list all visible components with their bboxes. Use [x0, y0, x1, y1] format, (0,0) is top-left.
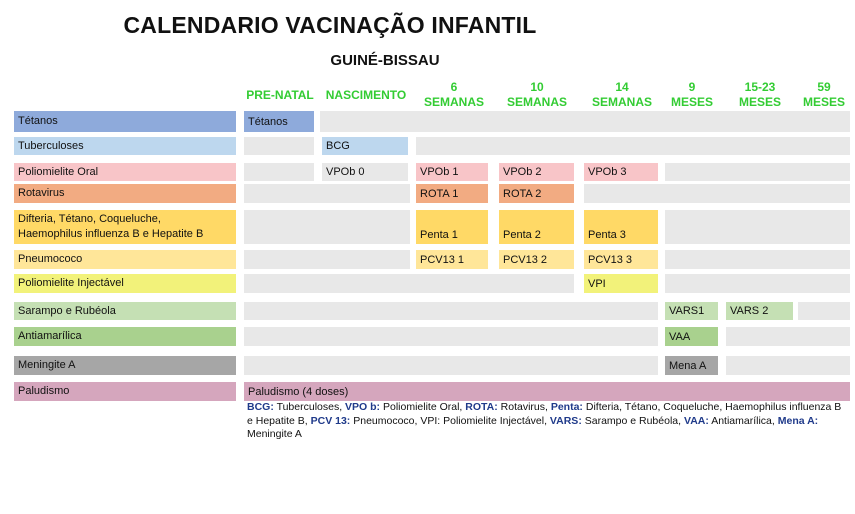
legend-value: Antiamarílica, — [708, 414, 778, 427]
empty-cell — [244, 163, 314, 181]
empty-cell — [798, 302, 850, 320]
empty-cell — [244, 137, 314, 155]
empty-cell — [726, 356, 850, 375]
empty-cell — [244, 184, 410, 203]
legend-key: BCG: — [247, 401, 274, 413]
legend-key: PCV 13: — [310, 414, 351, 427]
empty-cell — [584, 184, 850, 203]
empty-cell — [244, 356, 658, 375]
dose-vpob-3: VPOb 3 — [584, 163, 658, 181]
col-header-6-semanas-unit: SEMANAS — [423, 95, 484, 109]
dose-vaa: VAA — [665, 327, 718, 346]
dose-vpob-0: VPOb 0 — [322, 163, 408, 181]
empty-cell — [665, 274, 850, 293]
dose-vars-1: VARS1 — [665, 302, 718, 320]
empty-cell — [416, 137, 850, 155]
empty-cell — [726, 327, 850, 346]
page-subtitle: GUINÉ-BISSAU — [330, 52, 440, 69]
row-label-pneumococo: Pneumococo — [14, 250, 236, 269]
col-header-9-meses-num: 9 — [688, 80, 696, 94]
col-header-59-meses-unit: MESES — [802, 95, 845, 109]
legend-key: Mena A: — [777, 414, 819, 427]
empty-cell — [244, 250, 410, 269]
col-header-15-23-meses — [726, 80, 794, 110]
legend-key: ROTA: — [465, 401, 498, 413]
row-label-meningite: Meningite A — [14, 356, 236, 375]
legend-value: Pneumococo, VPI: Poliomielite Injectável, — [350, 414, 550, 427]
row-label-difteria-line-2: Haemophilus influenza B e Hepatite B — [18, 228, 204, 240]
col-header-6-semanas-num: 6 — [450, 80, 458, 94]
abbreviation-legend — [247, 401, 847, 442]
dose-penta-3: Penta 3 — [584, 210, 658, 244]
empty-cell — [320, 111, 850, 132]
legend-key: VAA: — [683, 414, 709, 427]
legend-value: Tuberculoses, — [273, 401, 346, 413]
empty-cell — [244, 274, 574, 293]
dose-vpi: VPI — [584, 274, 658, 293]
col-header-prenatal: PRE-NATAL — [246, 88, 314, 102]
dose-vpob-2: VPOb 2 — [499, 163, 574, 181]
empty-cell — [665, 250, 850, 269]
legend-key: Penta: — [550, 401, 583, 413]
dose-paludismo-span: Paludismo (4 doses) — [244, 382, 850, 401]
col-header-14-semanas-num: 14 — [615, 80, 629, 94]
dose-rota-2: ROTA 2 — [499, 184, 574, 203]
legend-key: VPO b: — [345, 401, 381, 413]
row-label-tetanos: Tétanos — [14, 111, 236, 132]
dose-penta-1: Penta 1 — [416, 210, 488, 244]
row-label-difteria-penta — [14, 210, 236, 244]
col-header-14-semanas — [584, 80, 660, 110]
legend-value: Rotavirus, — [497, 401, 551, 413]
row-label-antiamarilica: Antiamarílica — [14, 327, 236, 346]
empty-cell — [244, 327, 658, 346]
col-header-10-semanas — [499, 80, 575, 110]
dose-mena-a: Mena A — [665, 356, 718, 375]
legend-value: Sarampo e Rubéola, — [581, 414, 684, 427]
dose-pcv13-2: PCV13 2 — [499, 250, 574, 269]
col-header-6-semanas — [416, 80, 492, 110]
row-label-tuberculoses: Tuberculoses — [14, 137, 236, 155]
dose-penta-2: Penta 2 — [499, 210, 574, 244]
row-label-polio-injectavel: Poliomielite Injectável — [14, 274, 236, 293]
empty-cell — [665, 163, 850, 181]
row-label-sarampo: Sarampo e Rubéola — [14, 302, 236, 320]
col-header-14-semanas-unit: SEMANAS — [591, 95, 652, 109]
dose-bcg: BCG — [322, 137, 408, 155]
dose-tetanos-prenatal: Tétanos — [244, 111, 314, 132]
col-header-59-meses-num: 59 — [817, 80, 831, 94]
row-label-paludismo: Paludismo — [14, 382, 236, 401]
row-label-rotavirus: Rotavirus — [14, 184, 236, 203]
row-label-difteria-line-1: Difteria, Tétano, Coqueluche, — [18, 213, 161, 225]
dose-rota-1: ROTA 1 — [416, 184, 488, 203]
col-header-15-23-meses-unit: MESES — [738, 95, 781, 109]
col-header-nascimento: NASCIMENTO — [325, 88, 407, 102]
col-header-9-meses — [664, 80, 720, 110]
col-header-15-23-meses-num: 15-23 — [744, 80, 776, 94]
legend-key: VARS: — [549, 414, 582, 427]
legend-value: Meningite A — [247, 428, 302, 440]
empty-cell — [244, 302, 658, 320]
col-header-10-semanas-unit: SEMANAS — [506, 95, 567, 109]
col-header-10-semanas-num: 10 — [530, 80, 544, 94]
page-title: CALENDARIO VACINAÇÃO INFANTIL — [123, 12, 537, 38]
dose-pcv13-1: PCV13 1 — [416, 250, 488, 269]
dose-vars-2: VARS 2 — [726, 302, 793, 320]
empty-cell — [244, 210, 410, 244]
empty-cell — [665, 210, 850, 244]
col-header-9-meses-unit: MESES — [670, 95, 713, 109]
row-label-polio-oral: Poliomielite Oral — [14, 163, 236, 181]
legend-value: Difteria, Tétano, Coqueluche, Haemophilus influenza B e Hepatite B, — [247, 401, 842, 427]
dose-vpob-1: VPOb 1 — [416, 163, 488, 181]
legend-value: Poliomielite Oral, — [380, 401, 466, 413]
col-header-59-meses — [798, 80, 850, 110]
dose-pcv13-3: PCV13 3 — [584, 250, 658, 269]
